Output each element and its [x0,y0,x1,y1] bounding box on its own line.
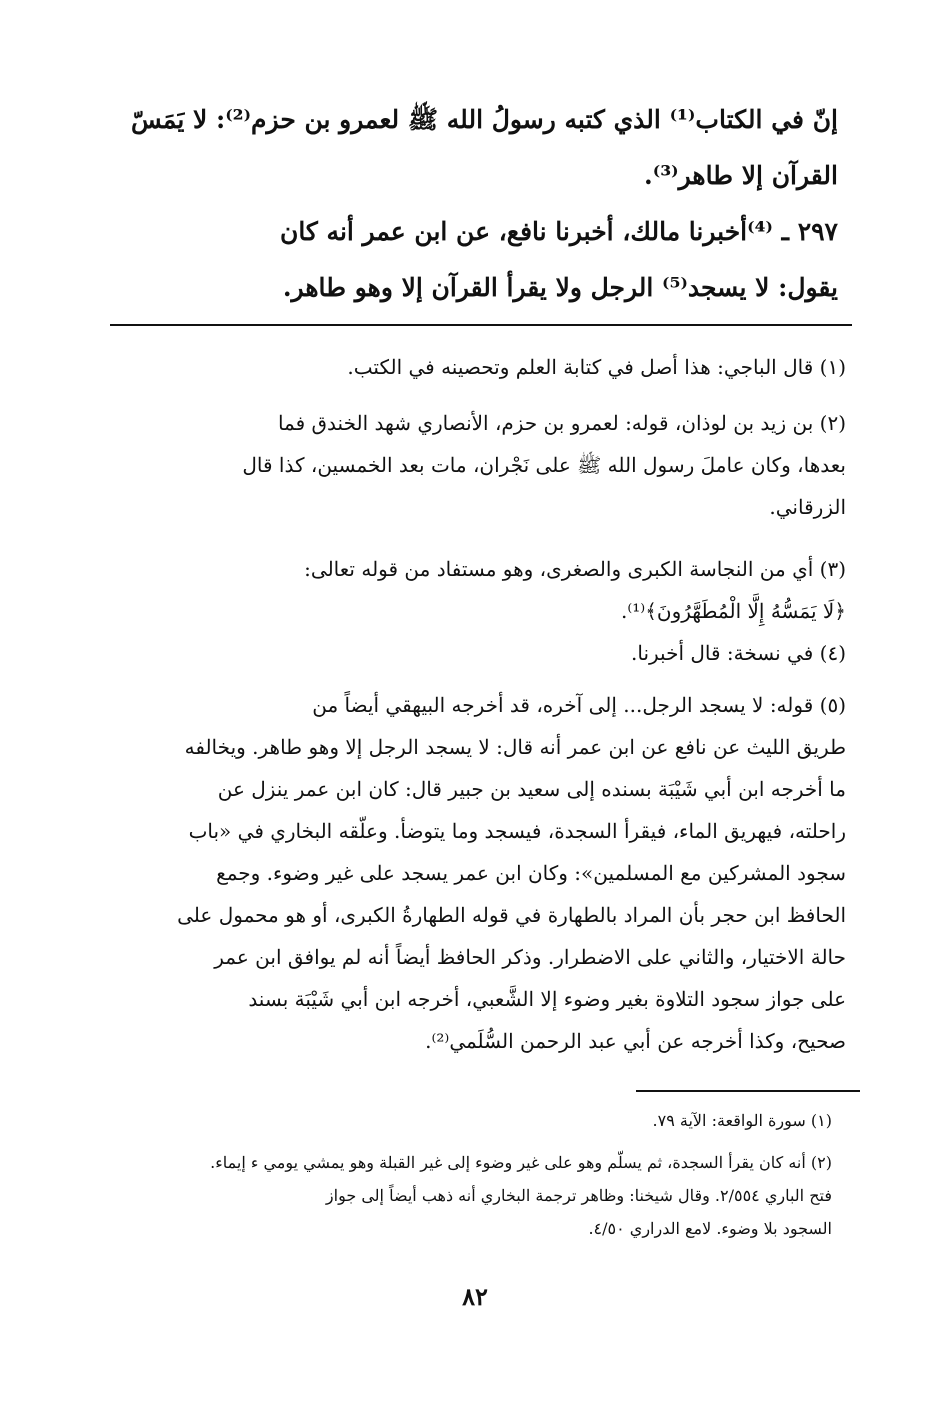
text-line: ما أخرجه ابن أبي شَيْبَة بسنده إلى سعيد بن جبير قال: كان ابن عمر ينزل عن [217,777,846,801]
text-line: ﴿لَا يَمَسُّهُ إِلَّا الْمُطَهَّرُونَ﴾⁽¹⁾. [620,599,846,623]
text-line: حالة الاختيار، والثاني على الاضطرار. وذكر الحافظ أيضاً أنه لم يوافق ابن عمر [214,945,846,969]
subnote-separator [636,1090,860,1092]
text-line: (١) سورة الواقعة: الآية ٧٩. [652,1111,832,1130]
text-line: راحلته، فيهريق الماء، فيقرأ السجدة، فيسجد وما يتوضأ. وعلّقه البخاري في «باب [188,819,846,843]
footnote-3 [108,548,846,632]
text-line: الزرقاني. [769,495,846,519]
text-line: (٣) أي من النجاسة الكبرى والصغرى، وهو مستفاد من قوله تعالى: [304,557,846,581]
footnote-4 [108,632,846,674]
footnote-separator [110,324,852,326]
page-number: ٨٢ [462,1282,488,1311]
text-line: على جواز سجود التلاوة بغير وضوء إلا الشَّعبي، أخرجه ابن أبي شَيْبَة بسند [248,987,846,1011]
text-line: (٥) قوله: لا يسجد الرجل... إلى آخره، قد أخرجه البيهقي أيضاً من [312,693,846,717]
footnote-2 [108,402,846,528]
subnote-2 [110,1146,832,1245]
text-line: (١) قال الباجي: هذا أصل في كتابة العلم وتحصينه في الكتب. [347,355,846,379]
subnote-1 [110,1104,832,1137]
main-paragraph-1 [110,92,838,204]
text-line: سجود المشركين مع المسلمين»: وكان ابن عمر يسجد على غير وضوء. وجمع [216,861,846,885]
text-line: ٢٩٧ ـ ⁽⁴⁾أخبرنا مالك، أخبرنا نافع، عن ابن عمر أنه كان [279,217,838,246]
footnote-5 [108,684,846,1062]
text-line: القرآن إلا طاهر⁽³⁾. [644,161,838,190]
text-line: (٢) بن زيد بن لوذان، قوله: لعمرو بن حزم، الأنصاري شهد الخندق فما [277,411,846,435]
text-line: صحيح، وكذا أخرجه عن أبي عبد الرحمن السُّلَمي⁽²⁾. [425,1029,846,1053]
text-line: (٢) أنه كان يقرأ السجدة، ثم يسلّم وهو على غير وضوء إلى غير القبلة وهو يمشي يومي ء إيماء. [210,1153,832,1172]
main-paragraph-2-hadith-297 [110,204,838,316]
text-line: بعدها، وكان عاملَ رسول الله ﷺ على نَجْران، مات بعد الخمسين، كذا قال [242,453,846,477]
footnote-1 [108,346,846,388]
text-line: يقول: لا يسجد⁽⁵⁾ الرجل ولا يقرأ القرآن إلا وهو طاهر. [282,273,838,302]
text-line: الحافظ ابن حجر بأن المراد بالطهارة في قوله الطهارةُ الكبرى، أو هو محمول على [177,903,846,927]
text-line: السجود بلا وضوء. لامع الدراري ٤/٥٠. [588,1219,832,1238]
text-line: (٤) في نسخة: قال أخبرنا. [631,641,846,665]
text-line: طريق الليث عن نافع عن ابن عمر أنه قال: لا يسجد الرجل إلا وهو طاهر. ويخالفه [184,735,846,759]
text-line: إنّ في الكتاب⁽¹⁾ الذي كتبه رسولُ الله ﷺ لعمرو بن حزم⁽²⁾: لا يَمَسّ [131,105,838,134]
text-line: فتح الباري ٢/٥٥٤. وقال شيخنا: وظاهر ترجمة البخاري أنه ذهب أيضاً إلى جواز [325,1186,832,1205]
